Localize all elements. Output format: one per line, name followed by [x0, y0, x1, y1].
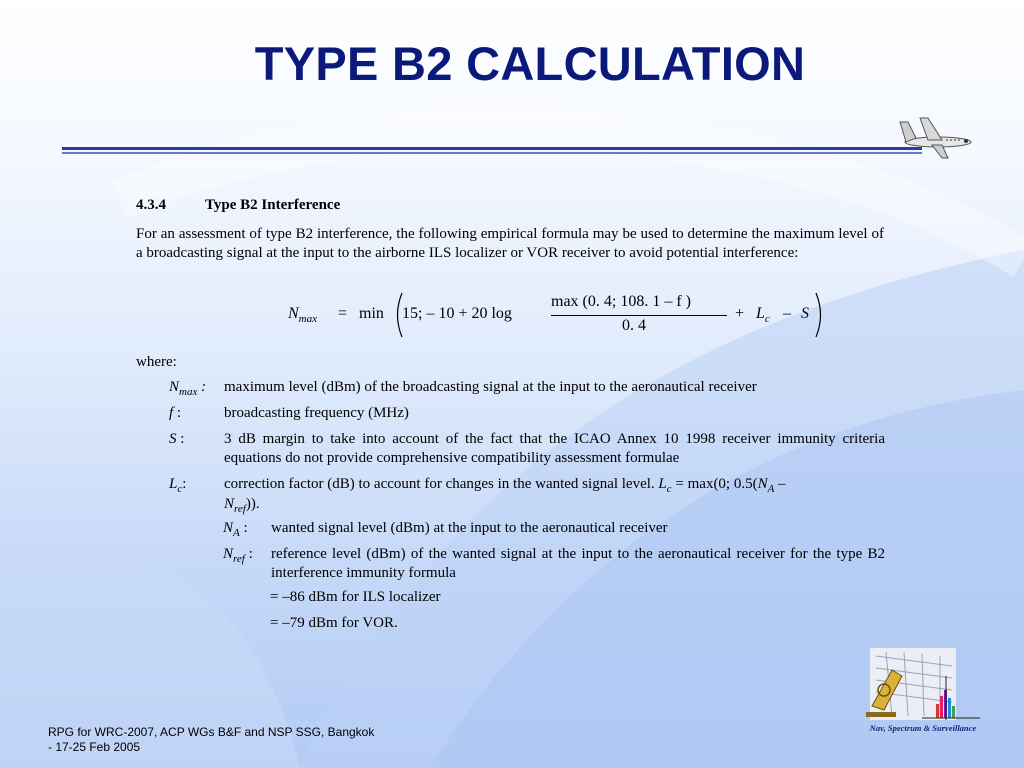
definition-text: 3 dB margin to take into account of the fact that the ICAO Annex 10 1998 receiver immunity criteria equations do not provide comprehensive compatibility assessment formulae — [224, 431, 885, 466]
definition-text: correction factor (dB) to account for changes in the wanted signal level. $L_c = \max(0$; $0.5(N_A$ – $N_{ref}$)). — [224, 476, 786, 515]
definition-text: broadcasting frequency (MHz) — [224, 405, 409, 421]
intro-paragraph: For an assessment of type B2 interference, the following empirical formula may be used to determine the maximum level of a broadcasting signal at the input to the airborne ILS localizer or VOR receiver to avoid potential interference: — [136, 226, 884, 261]
slide-title: TYPE B2 CALCULATION — [254, 37, 806, 90]
formula-lhs: $N_{max}$ — [288, 305, 317, 325]
ils-reference-value: = –86 dBm for ILS localizer — [270, 589, 441, 605]
fraction-bar — [551, 315, 727, 316]
definition-nref — [223, 545, 885, 585]
definition-symbol: $N_{max}$ : — [169, 379, 207, 398]
formula-first-arg: 15; – 10 + 20 log — [402, 305, 512, 322]
formula-min: min — [359, 305, 384, 322]
nmax-formula — [288, 290, 828, 342]
logo-caption: Nav, Spectrum & Surveillance — [869, 723, 977, 733]
footer-line-2: - 17-25 Feb 2005 — [48, 740, 141, 754]
footer-text — [48, 725, 374, 755]
title-underline-secondary — [62, 152, 922, 154]
definition-symbol: f : — [169, 405, 182, 421]
where-label: where: — [136, 354, 177, 370]
definition-text: wanted signal level (dBm) at the input to the aeronautical receiver — [271, 520, 668, 536]
footer-line-1: RPG for WRC-2007, ACP WGs B&F and NSP SSG, Bangkok — [48, 725, 375, 739]
definition-s — [169, 430, 885, 470]
formula-s: S — [801, 305, 809, 322]
formula-denominator: 0. 4 — [622, 317, 646, 334]
definition-symbol: S : — [169, 431, 185, 447]
formula-lc: $L_c$ — [756, 305, 770, 325]
definition-symbol: $L_c$: — [169, 476, 187, 495]
title-underline — [62, 147, 922, 150]
formula-numerator: max (0. 4; 108. 1 – f ) — [551, 293, 691, 310]
definition-lc — [169, 475, 885, 515]
definition-f — [169, 404, 885, 424]
airplane-icon — [898, 116, 974, 160]
definition-symbol: $N_A$ : — [223, 520, 248, 539]
definition-symbol: $N_{ref}$ : — [223, 546, 253, 565]
section-title: Type B2 Interference — [205, 197, 341, 213]
definition-text: reference level (dBm) of the wanted signal at the input to the aeronautical receiver for the type B2 interference immunity formula — [271, 546, 885, 581]
definition-text: maximum level (dBm) of the broadcasting signal at the input to the aeronautical receiver — [224, 379, 757, 395]
formula-plus: + — [735, 305, 745, 322]
section-heading — [136, 196, 884, 215]
formula-minus: – — [783, 305, 791, 322]
definition-na — [223, 519, 885, 539]
right-paren-icon — [814, 292, 826, 338]
definition-nmax — [169, 378, 885, 398]
vor-reference-value: = –79 dBm for VOR. — [270, 615, 398, 631]
formula-equals: = — [338, 305, 348, 322]
section-number: 4.3.4 — [136, 197, 166, 213]
